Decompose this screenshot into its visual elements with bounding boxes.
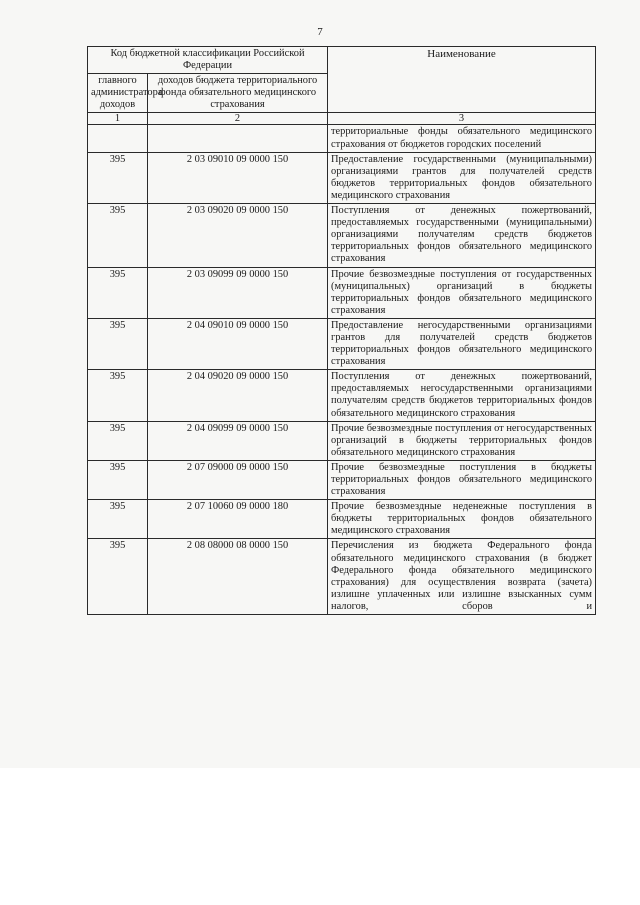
admin-code-cell: 395 [88,370,148,421]
table-row [88,267,596,318]
column-index-1: 1 [88,113,148,125]
admin-code-cell: 395 [88,318,148,369]
name-cell: Перечисления из бюджета Федерального фонда обязательного медицинского страхования (в бюджет Федерального фонда обязательного медицинского страхования) для осуществления возврата (зачета) излишне уплаченных или излишне взысканных сумм налогов, сборов и [328,539,596,615]
table-row [88,370,596,421]
name-cell: Прочие безвозмездные поступления в бюджеты территориальных фондов обязательного медицинского страхования [328,460,596,499]
column-index-3: 3 [328,113,596,125]
column-index-2: 2 [148,113,328,125]
header-group-cell [88,47,328,74]
admin-code-cell: 395 [88,152,148,203]
table-row [88,539,596,615]
revenue-code-cell [148,125,328,152]
table-row [88,318,596,369]
table-row [88,421,596,460]
revenue-code-cell: 2 03 09020 09 0000 150 [148,204,328,267]
revenue-code-cell: 2 03 09010 09 0000 150 [148,152,328,203]
budget-classification-table [87,46,596,615]
admin-code-cell: 395 [88,421,148,460]
revenue-code-cell: 2 03 09099 09 0000 150 [148,267,328,318]
table-row [88,460,596,499]
revenue-code-cell: 2 04 09020 09 0000 150 [148,370,328,421]
name-cell: Прочие безвозмездные поступления от негосударственных организаций в бюджеты территориальных фондов обязательного медицинского страхования [328,421,596,460]
name-cell: Поступления от денежных пожертвований, предоставляемых государственными (муниципальными) организациями получателям средств бюджетов территориальных фондов обязательного медицинского страхования [328,204,596,267]
header-name-cell [328,47,596,113]
revenue-code-cell: 2 04 09099 09 0000 150 [148,421,328,460]
header-admin-label: главного администратора доходов [91,75,163,111]
name-cell: территориальные фонды обязательного медицинского страхования от бюджетов городских поселений [328,125,596,152]
header-admin-cell [88,74,163,113]
revenue-code-cell: 2 07 10060 09 0000 180 [148,500,328,539]
name-cell: Прочие безвозмездные неденежные поступления в бюджеты территориальных фондов обязательного медицинского страхования [328,500,596,539]
admin-code-cell: 395 [88,539,148,615]
table-row [88,204,596,267]
header-code-label: доходов бюджета территориального фонда обязательного медицинского страхования [157,75,318,111]
header-code-cell [148,74,328,113]
revenue-code-cell: 2 07 09000 09 0000 150 [148,460,328,499]
revenue-code-cell: 2 08 08000 08 0000 150 [148,539,328,615]
table-row [88,152,596,203]
table-row [88,125,596,152]
table-row [88,500,596,539]
admin-code-cell: 395 [88,267,148,318]
header-group-label: Код бюджетной классификации Российской Федерации [110,48,305,72]
header-name-label: Наименование [427,48,496,60]
revenue-code-cell: 2 04 09010 09 0000 150 [148,318,328,369]
admin-code-cell: 395 [88,500,148,539]
admin-code-cell: 395 [88,460,148,499]
page-number: 7 [317,26,323,38]
admin-code-cell [88,125,148,152]
name-cell: Предоставление негосударственными организациями грантов для получателей средств бюджетов территориальных фондов обязательного медицинского страхования [328,318,596,369]
name-cell: Поступления от денежных пожертвований, предоставляемых негосударственными организациями получателям средств бюджетов территориальных фондов обязательного медицинского страхования [328,370,596,421]
name-cell: Прочие безвозмездные поступления от государственных (муниципальных) организаций в бюджеты территориальных фондов обязательного медицинского страхования [328,267,596,318]
name-cell: Предоставление государственными (муниципальными) организациями грантов для получателей средств бюджетов территориальных фондов обязательного медицинского страхования [328,152,596,203]
admin-code-cell: 395 [88,204,148,267]
